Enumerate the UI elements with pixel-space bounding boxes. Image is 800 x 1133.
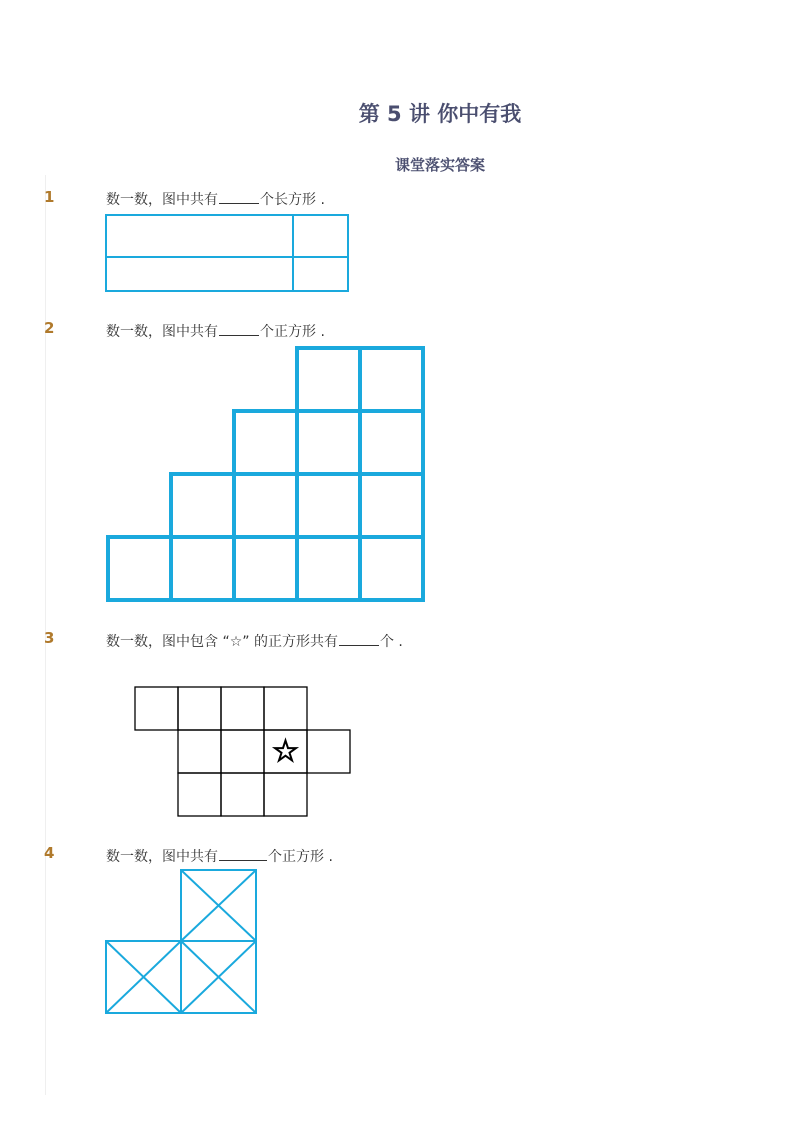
stair-square <box>171 474 234 537</box>
question-4-text-before: 数一数，图中共有 <box>106 849 218 865</box>
staircase-squares-figure <box>100 340 430 607</box>
grid-cell <box>264 773 307 816</box>
question-text-3 <box>106 631 403 651</box>
question-2-text-before: 数一数，图中共有 <box>106 324 218 340</box>
stair-square <box>171 537 234 600</box>
question-text-2 <box>106 321 325 341</box>
crossed-squares-figure <box>100 865 265 1020</box>
question-text-1 <box>106 189 325 209</box>
grid-cell <box>135 687 178 730</box>
question-4-text-after: 个正方形 . <box>268 849 333 865</box>
answer-blank-2[interactable] <box>219 321 259 336</box>
grid-cell <box>264 687 307 730</box>
grid-cell <box>178 730 221 773</box>
grid-cell <box>221 773 264 816</box>
answer-blank-4[interactable] <box>219 846 267 861</box>
stair-square <box>234 474 297 537</box>
question-number-2: 2 <box>44 319 55 337</box>
grid-cell <box>178 687 221 730</box>
question-2-text-after: 个正方形 . <box>260 324 325 340</box>
stair-square <box>297 474 360 537</box>
rectangle-figure <box>104 213 351 293</box>
answer-blank-3[interactable] <box>339 631 379 646</box>
page-title: 第 5 讲 你中有我 <box>358 102 522 126</box>
grid-cell <box>307 730 350 773</box>
question-3-text-after: 个 . <box>379 634 403 650</box>
stair-square <box>360 537 423 600</box>
star-grid-figure <box>130 682 355 822</box>
page-subtitle: 课堂落实答案 <box>394 156 485 174</box>
figure-1-outer-rect <box>106 215 348 291</box>
stair-square <box>234 537 297 600</box>
stair-square <box>108 537 171 600</box>
question-text-4 <box>106 846 333 866</box>
stair-square <box>360 348 423 411</box>
question-number-1: 1 <box>44 188 55 206</box>
grid-cell <box>178 773 221 816</box>
question-number-4: 4 <box>44 844 55 862</box>
question-number-3: 3 <box>44 629 55 647</box>
grid-cell <box>221 730 264 773</box>
stair-square <box>297 348 360 411</box>
grid-cell <box>221 687 264 730</box>
grid-cell <box>264 730 307 773</box>
stair-square <box>297 411 360 474</box>
stair-square <box>360 411 423 474</box>
stair-square <box>297 537 360 600</box>
question-1-text-before: 数一数，图中共有 <box>106 192 218 208</box>
stair-square <box>234 411 297 474</box>
question-1-text-after: 个长方形 . <box>260 192 325 208</box>
answer-blank-1[interactable] <box>219 189 259 204</box>
question-3-text-before: 数一数，图中包含 “☆” 的正方形共有 <box>106 634 338 650</box>
stair-square <box>360 474 423 537</box>
star-icon <box>275 741 296 761</box>
